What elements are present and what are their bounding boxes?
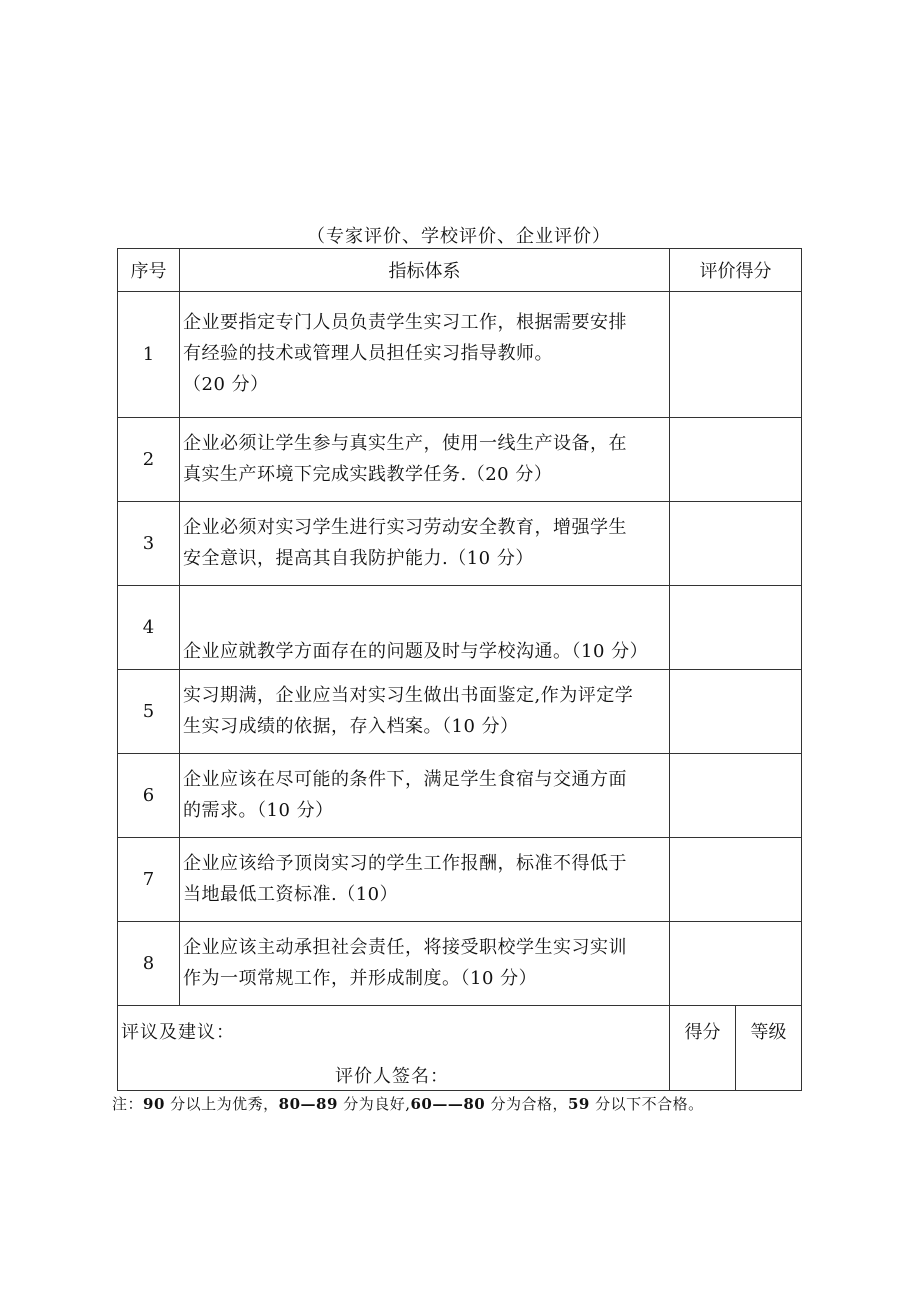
indicator-line: 当地最低工资标准.（10） [183,883,399,905]
row-number: 1 [118,292,180,418]
indicator-line: （20 分） [183,373,269,395]
indicator-line: 真实生产环境下完成实践教学任务.（20 分） [183,463,553,485]
note-threshold: 80—89 [278,1095,338,1113]
score-input-cell[interactable] [670,754,802,838]
indicator-cell [180,838,670,922]
row-number: 2 [118,418,180,502]
indicator-cell [180,586,670,670]
note-text: 分以下不合格。 [589,1095,704,1113]
indicator-line: 生实习成绩的依据，存入档案。（10 分） [183,715,519,737]
indicator-line: 有经验的技术或管理人员担任实习指导教师。 [183,343,553,365]
note-threshold: 90 [143,1095,165,1113]
score-input-cell[interactable] [670,502,802,586]
indicator-line: 企业必须对实习学生进行实习劳动安全教育，增强学生 [183,516,627,538]
note-threshold: 59 [568,1095,590,1113]
comment-area[interactable] [118,1006,670,1091]
header-indicator: 指标体系 [180,249,670,292]
indicator-cell [180,754,670,838]
header-score: 评价得分 [670,249,802,292]
indicator-line: 实习期满，企业应当对实习生做出书面鉴定,作为评定学 [183,684,634,706]
indicator-cell [180,670,670,754]
score-input-cell[interactable] [670,586,802,670]
row-number: 7 [118,838,180,922]
table-row [118,418,802,502]
table-row [118,754,802,838]
note-prefix: 注： [112,1095,144,1113]
score-input-cell[interactable] [670,922,802,1006]
score-input-cell[interactable] [670,670,802,754]
evaluation-table [117,248,802,1091]
indicator-line: 企业应该给予顶岗实习的学生工作报酬，标准不得低于 [183,852,627,874]
total-score-cell[interactable] [670,1006,736,1091]
grade-cell[interactable] [736,1006,802,1091]
indicator-line: 企业应该主动承担社会责任，将接受职校学生实习实训 [183,936,627,958]
score-input-cell[interactable] [670,418,802,502]
indicator-line: 企业应该在尽可能的条件下，满足学生食宿与交通方面 [183,768,627,790]
table-row [118,922,802,1006]
indicator-cell [180,418,670,502]
table-header-row [118,249,802,292]
grade-label: 等级 [750,1022,787,1043]
note-text: 分为合格， [485,1095,568,1113]
row-number: 8 [118,922,180,1006]
note-text: 分为良好, [337,1095,411,1113]
score-input-cell[interactable] [670,292,802,418]
footer-row [118,1006,802,1091]
row-number: 4 [118,586,180,670]
row-number: 3 [118,502,180,586]
table-row [118,292,802,418]
form-subtitle: （专家评价、学校评价、企业评价） [307,226,611,247]
row-number: 5 [118,670,180,754]
row-number: 6 [118,754,180,838]
signer-label: 评价人签名： [335,1066,449,1087]
comment-label: 评议及建议： [121,1022,235,1043]
indicator-line: 企业必须让学生参与真实生产，使用一线生产设备，在 [183,432,627,454]
score-label: 得分 [684,1022,721,1043]
note-text: 分以上为优秀， [164,1095,279,1113]
score-input-cell[interactable] [670,838,802,922]
table-row [118,502,802,586]
indicator-cell [180,292,670,418]
table-row [118,838,802,922]
grading-note [112,1093,704,1114]
indicator-line: 安全意识，提高其自我防护能力.（10 分） [183,547,534,569]
header-num: 序号 [118,249,180,292]
table-row [118,670,802,754]
indicator-cell [180,502,670,586]
indicator-line: 作为一项常规工作，并形成制度。（10 分） [183,967,538,989]
indicator-line: 的需求。（10 分） [183,799,334,821]
indicator-line: 企业应就教学方面存在的问题及时与学校沟通。（10 分） [183,641,649,663]
table-row [118,586,802,670]
indicator-cell [180,922,670,1006]
note-threshold: 60——80 [410,1095,486,1113]
indicator-line: 企业要指定专门人员负责学生实习工作，根据需要安排 [183,312,627,334]
